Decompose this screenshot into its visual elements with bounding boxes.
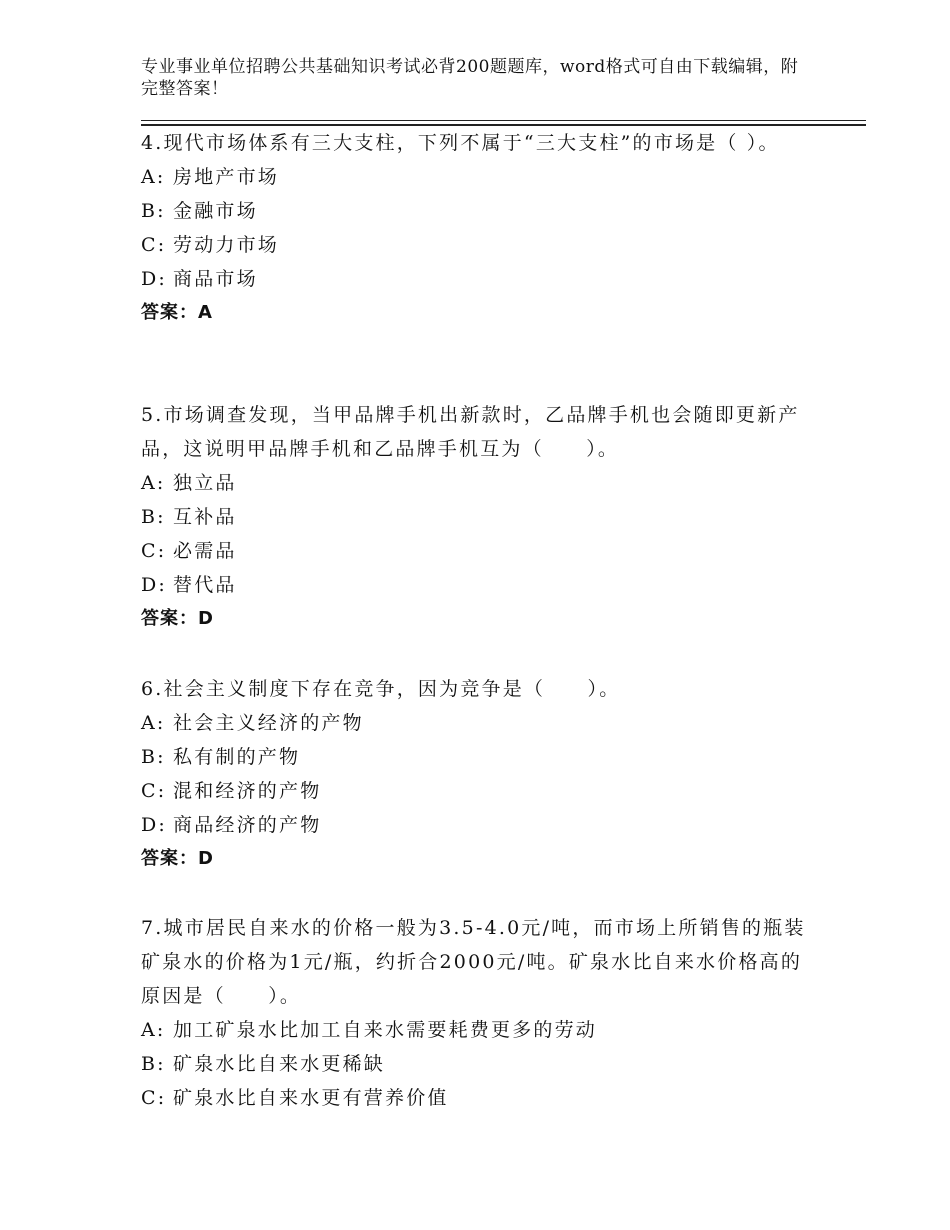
question-6: [141, 672, 811, 876]
option-text: 混和经济的产物: [173, 780, 322, 802]
option-text: 房地产市场: [173, 166, 280, 188]
option-b: [141, 740, 811, 774]
option-letter: C:: [141, 780, 167, 802]
answer-line: 答案：D: [141, 608, 214, 629]
question-stem: 7.城市居民自来水的价格一般为3.5-4.0元/吨，而市场上所销售的瓶装矿泉水的价格为1元/瓶，约折合2000元/吨。矿泉水比自来水价格高的原因是（ ）。: [141, 917, 806, 1007]
question-4: [141, 126, 811, 330]
option-d: [141, 808, 811, 842]
answer-line: 答案：A: [141, 302, 213, 323]
question-stem: 6.社会主义制度下存在竞争，因为竞争是（ ）。: [141, 678, 621, 700]
option-text: 矿泉水比自来水更有营养价值: [173, 1087, 449, 1109]
option-letter: B:: [141, 746, 166, 768]
option-text: 互补品: [173, 506, 237, 528]
option-a: [141, 1013, 811, 1047]
option-b: [141, 500, 811, 534]
option-text: 商品市场: [173, 268, 258, 290]
option-a: [141, 160, 811, 194]
option-text: 劳动力市场: [173, 234, 280, 256]
option-a: [141, 466, 811, 500]
question-7: [141, 911, 811, 1115]
option-d: [141, 568, 811, 602]
option-b: [141, 194, 811, 228]
option-letter: D:: [141, 268, 168, 290]
option-letter: B:: [141, 200, 166, 222]
option-c: [141, 228, 811, 262]
option-letter: A:: [141, 166, 166, 188]
option-text: 矿泉水比自来水更稀缺: [173, 1053, 386, 1075]
option-b: [141, 1047, 811, 1081]
option-text: 替代品: [173, 574, 237, 596]
option-c: [141, 1081, 811, 1115]
option-text: 商品经济的产物: [173, 814, 322, 836]
option-letter: B:: [141, 1053, 166, 1075]
option-letter: B:: [141, 506, 166, 528]
option-letter: C:: [141, 234, 167, 256]
option-letter: D:: [141, 814, 168, 836]
option-a: [141, 706, 811, 740]
option-d: [141, 262, 811, 296]
answer-line: 答案：D: [141, 848, 214, 869]
option-text: 社会主义经济的产物: [173, 712, 364, 734]
header-divider-thin: [141, 120, 866, 121]
option-text: 私有制的产物: [173, 746, 301, 768]
option-letter: A:: [141, 472, 166, 494]
option-c: [141, 774, 811, 808]
option-letter: C:: [141, 540, 167, 562]
option-c: [141, 534, 811, 568]
question-stem: 4.现代市场体系有三大支柱，下列不属于“三大支柱”的市场是（ ）。: [141, 132, 780, 154]
option-letter: C:: [141, 1087, 167, 1109]
option-text: 金融市场: [173, 200, 258, 222]
option-letter: A:: [141, 712, 166, 734]
option-text: 独立品: [173, 472, 237, 494]
option-letter: A:: [141, 1019, 166, 1041]
option-text: 加工矿泉水比加工自来水需要耗费更多的劳动: [173, 1019, 598, 1041]
document-header: 专业事业单位招聘公共基础知识考试必背200题题库，word格式可自由下载编辑，附完整答案！: [141, 57, 799, 99]
question-stem: 5.市场调查发现，当甲品牌手机出新款时，乙品牌手机也会随即更新产品，这说明甲品牌手机和乙品牌手机互为（ ）。: [141, 404, 800, 460]
question-5: [141, 398, 811, 636]
option-letter: D:: [141, 574, 168, 596]
option-text: 必需品: [173, 540, 237, 562]
